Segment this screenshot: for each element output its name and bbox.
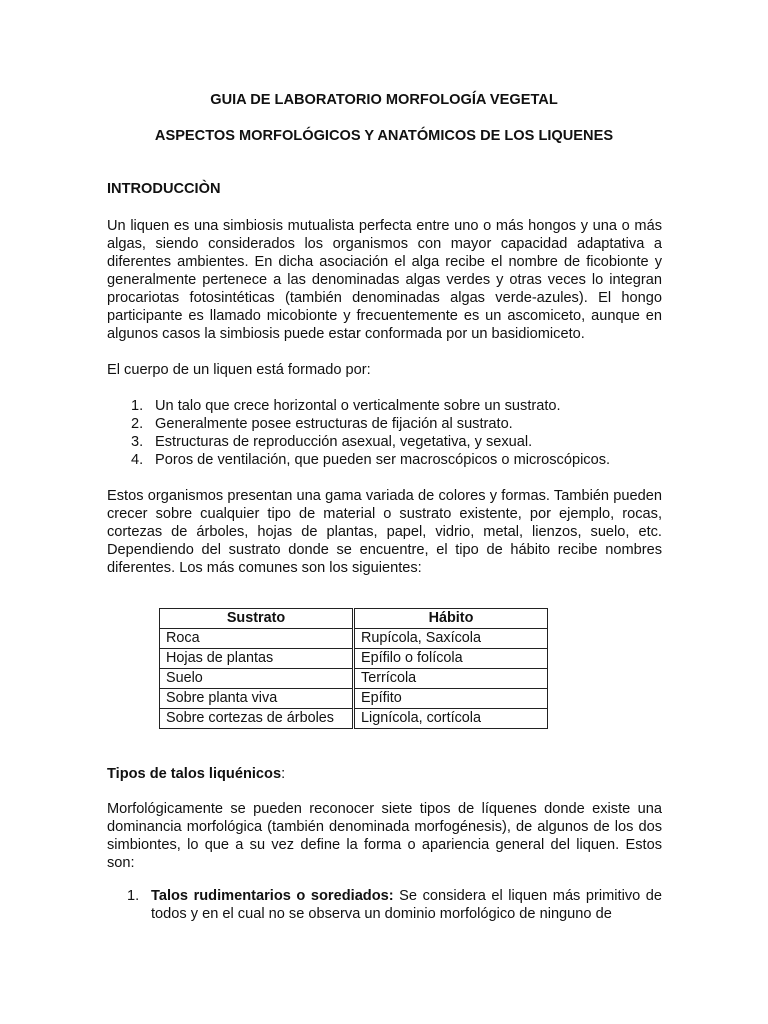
table-row [160,669,548,689]
list-item-text: Poros de ventilación, que pueden ser macroscópicos o microscópicos. [155,452,611,468]
list-item-text: Estructuras de reproducción asexual, vegetativa, y sexual. [155,434,533,450]
list-number: 4. [131,452,144,468]
list-item [107,397,662,415]
column-header-substrate: Sustrato [160,609,354,629]
list-number: 2. [131,416,144,432]
table-cell-substrate: Suelo [160,669,354,689]
table-cell-substrate: Sobre cortezas de árboles [160,709,354,729]
thallus-types-heading-text: Tipos de talos liquénicos [107,766,282,782]
table-row [160,629,548,649]
intro-paragraph: Un liquen es una simbiosis mutualista perfecta entre uno o más hongos y una o más algas, siendo considerados los organismos con mayor capacidad adaptativa a diferentes ambientes. En dicha asociación el alga recibe el nombre de ficobionte y generalmente pertenece a las denominadas algas verdes y otras veces lo integran procariotas fotosintéticas (también denominadas algas verde-azules). El hongo participante es llamado micobionte y frecuentemente es un ascomiceto, aunque en algunos casos la simbiosis puede estar conformada por un basidiomiceto. [107,218,662,342]
list-item-text: Un talo que crece horizontal o verticalmente sobre un sustrato. [155,398,561,414]
table-cell-habit: Rupícola, Saxícola [354,629,548,649]
list-item-text: Generalmente posee estructuras de fijación al sustrato. [155,416,513,432]
list-item [107,887,662,923]
thallus-types-heading [107,765,285,783]
list-number: 1. [127,888,140,904]
thallus-types-list [107,887,662,923]
table-cell-habit: Epífito [354,689,548,709]
document-title: GUIA DE LABORATORIO MORFOLOGÍA VEGETAL [210,92,558,108]
heading-colon: : [281,766,286,782]
introduction-heading: INTRODUCCIÒN [107,181,221,197]
habit-paragraph: Estos organismos presentan una gama variada de colores y formas. También pueden crecer sobre cualquier tipo de material o sustrato existente, por ejemplo, rocas, cortezas de árboles, hojas de plantas, papel, vidrio, metal, lienzos, suelo, etc. Dependiendo del sustrato donde se encuentre, el tipo de hábito recibe nombres diferentes. Los más comunes son los siguientes: [107,488,662,576]
thallus-types-paragraph: Morfológicamente se pueden reconocer siete tipos de líquenes donde existe una dominancia morfológica (también denominada morfogénesis), de algunos de los dos simbiontes, lo que a su vez define la forma o apariencia general del liquen. Estos son: [107,801,662,871]
table-cell-substrate: Roca [160,629,354,649]
table-row [160,689,548,709]
body-parts-list [107,397,662,469]
list-item [107,415,662,433]
table-cell-habit: Terrícola [354,669,548,689]
table-cell-substrate: Hojas de plantas [160,649,354,669]
list-number: 1. [131,398,144,414]
table-row [160,649,548,669]
substrate-habit-table [159,608,548,729]
body-parts-intro: El cuerpo de un liquen está formado por: [107,362,371,378]
table-cell-habit: Epífilo o folícola [354,649,548,669]
table-cell-substrate: Sobre planta viva [160,689,354,709]
table-cell-habit: Lignícola, cortícola [354,709,548,729]
list-item [107,451,662,469]
column-header-habit: Hábito [354,609,548,629]
table-row [160,709,548,729]
list-item-text: Se considera el liquen más primitivo de todos y en el cual no se observa un dominio morfológico de ninguno de [151,888,663,922]
document-subtitle: ASPECTOS MORFOLÓGICOS Y ANATÓMICOS DE LOS LIQUENES [154,128,614,144]
list-item-term: Talos rudimentarios o sorediados: [151,888,394,904]
list-item [107,433,662,451]
list-number: 3. [131,434,144,450]
table-header-row [160,609,548,629]
